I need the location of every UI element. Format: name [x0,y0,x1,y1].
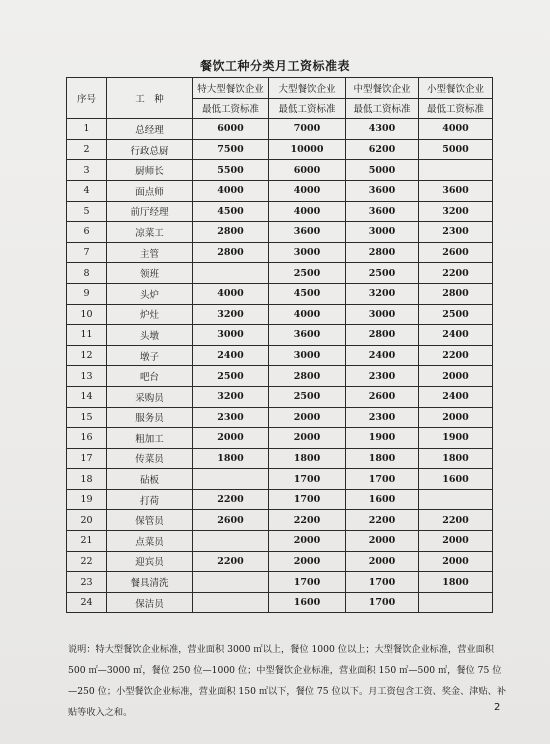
wage-value: 4000 [269,304,346,325]
wage-value: 3000 [269,345,346,366]
wage-value: 2600 [346,386,419,407]
wage-value: 2800 [346,325,419,346]
wage-value: 2800 [193,242,269,263]
job-title: 凉菜工 [107,222,193,243]
job-title: 传菜员 [107,448,193,469]
subheader-min-wage: 最低工资标准 [193,98,269,119]
wage-value: 3200 [419,201,493,222]
wage-value: 1800 [419,448,493,469]
wage-value: 2300 [193,407,269,428]
table-row [67,180,493,201]
wage-value: 4000 [193,180,269,201]
subheader-min-wage: 最低工资标准 [419,98,493,119]
header-category-extra-large: 特大型餐饮企业 [193,78,269,99]
job-title: 餐具清洗 [107,572,193,593]
wage-value: 2800 [269,366,346,387]
job-title: 头炉 [107,283,193,304]
wage-value: 2800 [193,222,269,243]
wage-value: 1700 [269,489,346,510]
job-title: 服务员 [107,407,193,428]
wage-value: 2000 [419,551,493,572]
wage-value: 2400 [419,386,493,407]
row-number: 11 [67,325,107,346]
wage-value: 2000 [193,428,269,449]
job-title: 墩子 [107,345,193,366]
wage-value: 2000 [269,407,346,428]
table-row [67,139,493,160]
header-category-medium: 中型餐饮企业 [346,78,419,99]
row-number: 12 [67,345,107,366]
wage-value: 1600 [419,469,493,490]
wage-value [419,160,493,181]
row-number: 19 [67,489,107,510]
job-title: 行政总厨 [107,139,193,160]
table-row [67,592,493,613]
job-title: 吧台 [107,366,193,387]
row-number: 14 [67,386,107,407]
wage-value: 5500 [193,160,269,181]
job-title: 前厅经理 [107,201,193,222]
wage-value: 2200 [419,263,493,284]
job-title: 厨师长 [107,160,193,181]
wage-value: 2000 [269,428,346,449]
header-category-small: 小型餐饮企业 [419,78,493,99]
row-number: 20 [67,510,107,531]
wage-value: 2500 [269,263,346,284]
wage-value: 1700 [269,572,346,593]
table-row [67,386,493,407]
row-number: 18 [67,469,107,490]
row-number: 9 [67,283,107,304]
job-title: 总经理 [107,119,193,140]
row-number: 23 [67,572,107,593]
row-number: 1 [67,119,107,140]
row-number: 8 [67,263,107,284]
wage-value: 1700 [346,592,419,613]
table-row [67,428,493,449]
wage-value: 2000 [419,407,493,428]
job-title: 面点师 [107,180,193,201]
table-row [67,160,493,181]
header-category-large: 大型餐饮企业 [269,78,346,99]
wage-value: 1900 [346,428,419,449]
wage-value: 3200 [193,304,269,325]
wage-value: 10000 [269,139,346,160]
wage-value: 2000 [346,551,419,572]
row-number: 3 [67,160,107,181]
wage-value: 2200 [419,510,493,531]
wage-value: 7500 [193,139,269,160]
wage-value: 3600 [419,180,493,201]
row-number: 22 [67,551,107,572]
wage-value: 2400 [193,345,269,366]
job-title: 领班 [107,263,193,284]
wage-value: 2300 [346,407,419,428]
table-row [67,304,493,325]
wage-value: 1800 [346,448,419,469]
row-number: 4 [67,180,107,201]
wage-value: 6200 [346,139,419,160]
wage-value: 5000 [346,160,419,181]
wage-value: 3000 [193,325,269,346]
table-row [67,263,493,284]
wage-value: 1800 [419,572,493,593]
wage-table [66,77,493,613]
wage-value: 6000 [269,160,346,181]
page-title: 餐饮工种分类月工资标准表 [199,59,350,73]
wage-value: 2500 [346,263,419,284]
job-title: 粗加工 [107,428,193,449]
wage-value: 1700 [269,469,346,490]
wage-value: 2800 [419,283,493,304]
row-number: 7 [67,242,107,263]
table-row [67,448,493,469]
job-title: 采购员 [107,386,193,407]
wage-value: 2200 [193,551,269,572]
wage-value [193,592,269,613]
row-number: 21 [67,531,107,552]
wage-value: 2600 [419,242,493,263]
job-title: 保管员 [107,510,193,531]
wage-value: 3600 [269,222,346,243]
wage-value: 3000 [346,222,419,243]
table-row [67,489,493,510]
wage-value [193,531,269,552]
wage-value: 2300 [346,366,419,387]
wage-value: 1600 [269,592,346,613]
wage-value: 2500 [269,386,346,407]
table-row [67,325,493,346]
subheader-min-wage: 最低工资标准 [346,98,419,119]
page-number: 2 [494,702,501,713]
wage-value: 2500 [193,366,269,387]
table-row [67,510,493,531]
table-row [67,242,493,263]
wage-value: 3000 [346,304,419,325]
row-number: 6 [67,222,107,243]
wage-value [193,469,269,490]
subheader-min-wage: 最低工资标准 [269,98,346,119]
wage-value [419,489,493,510]
table-row [67,531,493,552]
row-number: 2 [67,139,107,160]
table-row [67,551,493,572]
wage-value: 1900 [419,428,493,449]
wage-value: 2000 [419,366,493,387]
wage-value: 1700 [346,469,419,490]
wage-value: 2200 [419,345,493,366]
table-row [67,201,493,222]
wage-value: 1600 [346,489,419,510]
wage-value: 1800 [269,448,346,469]
row-number: 5 [67,201,107,222]
wage-value [419,592,493,613]
wage-value: 2000 [419,531,493,552]
row-number: 15 [67,407,107,428]
table-row [67,222,493,243]
job-title: 打荷 [107,489,193,510]
table-row [67,283,493,304]
wage-value: 4500 [193,201,269,222]
header-job: 工 种 [107,78,193,119]
wage-value: 5000 [419,139,493,160]
header-no: 序号 [67,78,107,119]
wage-value: 3200 [193,386,269,407]
wage-value: 4000 [193,283,269,304]
table-row [67,345,493,366]
table-row [67,366,493,387]
wage-value: 2400 [346,345,419,366]
wage-value: 3600 [269,325,346,346]
table-row [67,407,493,428]
table-body [67,119,493,613]
wage-value: 7000 [269,119,346,140]
wage-value: 2000 [269,551,346,572]
wage-value: 3600 [346,201,419,222]
row-number: 16 [67,428,107,449]
job-title: 迎宾员 [107,551,193,572]
wage-value [193,572,269,593]
wage-value [193,263,269,284]
job-title: 炉灶 [107,304,193,325]
wage-value: 3200 [346,283,419,304]
wage-value: 6000 [193,119,269,140]
wage-value: 3000 [269,242,346,263]
table-row [67,469,493,490]
wage-value: 2200 [193,489,269,510]
wage-value: 4300 [346,119,419,140]
wage-value: 4000 [419,119,493,140]
row-number: 17 [67,448,107,469]
wage-value: 2200 [269,510,346,531]
wage-value: 4000 [269,201,346,222]
job-title: 砧板 [107,469,193,490]
job-title: 保洁员 [107,592,193,613]
wage-value: 4500 [269,283,346,304]
wage-value: 1700 [346,572,419,593]
explanatory-note: 说明：特大型餐饮企业标准，营业面积 3000 ㎡以上，餐位 1000 位以上；大型餐饮企业标准，营业面积 500 ㎡—3000 ㎡，餐位 250 位—1000 位；中型餐饮企业标准，营业面积 150 ㎡—500 ㎡，餐位 75 位—250 位；小型餐饮企业标准，营业面积 150 ㎡以下，餐位 75 位以下。月工资包含工资、奖金、津贴、补贴等收入之和。 [68,644,507,718]
job-title: 头墩 [107,325,193,346]
table-row [67,119,493,140]
wage-value: 2200 [346,510,419,531]
job-title: 主管 [107,242,193,263]
wage-value: 1800 [193,448,269,469]
wage-value: 2500 [419,304,493,325]
wage-value: 2800 [346,242,419,263]
row-number: 13 [67,366,107,387]
table-row [67,572,493,593]
wage-value: 2000 [346,531,419,552]
job-title: 点菜员 [107,531,193,552]
row-number: 24 [67,592,107,613]
wage-value: 2300 [419,222,493,243]
wage-value: 4000 [269,180,346,201]
wage-value: 2000 [269,531,346,552]
wage-value: 2600 [193,510,269,531]
header-row [67,78,493,99]
wage-value: 2400 [419,325,493,346]
wage-value: 3600 [346,180,419,201]
row-number: 10 [67,304,107,325]
